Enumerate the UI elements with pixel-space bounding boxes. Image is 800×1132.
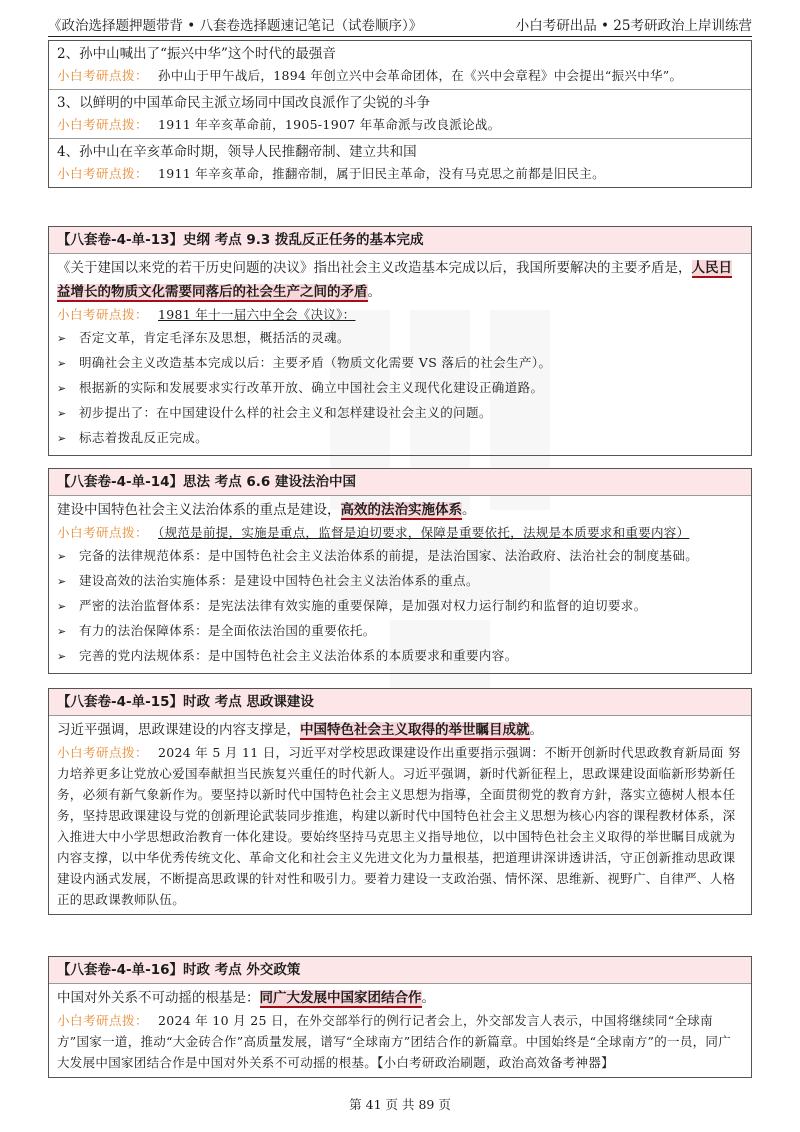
list-item: ➢ 初步提出了：在中国建设什么样的社会主义和怎样建设社会主义的问题。 — [57, 401, 743, 426]
list-item: ➢ 否定文革，肯定毛泽东及思想，概括活的灵魂。 — [57, 326, 743, 351]
tip-paragraph: 2024 年 10 月 25 日，在外交部举行的例行记者会上，外交部发言人表示，中国将继续同“全球南方”国家一道，推动“大金砖合作”高质量发展，谱写“全球南方”团结合作的新篇章。中国始终是“全球南方”的一员，同广大发展中国家团结合作是中国对外关系不可动摇的根基。【小白考研政治刷题，政治高效备考神器】 — [57, 1013, 732, 1070]
header-left-title: 《政治选择题押题带背 • 八套卷选择题速记笔记（试卷顺序）》 — [48, 18, 423, 34]
tip-paragraph: 2024 年 5 月 11 日，习近平对学校思政课建设作出重要指示强调：不断开创新时代思政教育新局面 努力培养更多让党放心爱国奉献担当民族复兴重任的时代新人。习近平强调，新时代新征程上，思政课建设面临新形势新任务，必须有新气象新作为。要坚持以新时代中国特色社会主义思想为指導，全面贯彻党的教育方針，落实立德树人根本任务，坚持思政课建设与党的创新理论武装同步推進，构建以新时代中国特色社会主义思想为核心内容的课程教材体系，深入推进大中小学思想政治教育一体化建设。要始终坚持马克思主义指导地位，以中国特色社会主义取得的举世瞩目成就为内容支撑，以中华优秀传统文化、革命文化和社会主义先进文化为力量根基，把道理讲深讲透讲活，守正创新推动思政课建设内涵式发展，不断提高思政课的针对性和吸引力。要着力建设一支政治强、情怀深、思维新、视野广、自律严、人格正的思政课教师队伍。 — [57, 745, 741, 907]
question-line: 2、孙中山喊出了“振兴中华”这个时代的最强音 — [57, 46, 336, 62]
tip-point: 1981 年十一届六中全会《决议》： — [158, 307, 356, 322]
arrow-bullet-icon: ➢ — [57, 625, 67, 638]
section-card-16 — [48, 956, 752, 1078]
arrow-bullet-icon: ➢ — [57, 357, 67, 370]
tip-text: 1911 年辛亥革命，推翻帝制，属于旧民主革命，没有马克思之前都是旧民主。 — [158, 166, 605, 181]
section-title: 【八套卷-4-单-16】时政 考点 外交政策 — [49, 957, 751, 984]
arrow-bullet-icon: ➢ — [57, 650, 67, 663]
tip-label: 小白考研点拨： — [57, 68, 149, 83]
list-item: ➢ 严密的法治监督体系：是宪法法律有效实施的重要保障，是加强对权力运行制约和监督的迫切要求。 — [57, 594, 743, 619]
tip-point: （规范是前提，实施是重点，监督是迫切要求，保障是重要依托，法规是本质要求和重要内容） — [158, 525, 690, 540]
list-item: ➢ 标志着拨乱反正完成。 — [57, 426, 743, 451]
arrow-bullet-icon: ➢ — [57, 550, 67, 563]
tip-text: 1911 年辛亥革命前，1905-1907 年革命派与改良派论战。 — [158, 117, 501, 132]
arrow-bullet-icon: ➢ — [57, 575, 67, 588]
list-item — [49, 139, 751, 187]
list-item: ➢ 有力的法治保障体系：是全面依法治国的重要依托。 — [57, 619, 743, 644]
list-item — [49, 41, 751, 90]
tip-label: 小白考研点拨： — [57, 745, 149, 760]
tip-label: 小白考研点拨： — [57, 525, 149, 540]
arrow-bullet-icon: ➢ — [57, 432, 67, 445]
tip-label: 小白考研点拨： — [57, 117, 149, 132]
list-item: ➢ 完备的法律规范体系：是中国特色社会主义法治体系的前提，是法治国家、法治政府、法治社会的制度基础。 — [57, 544, 743, 569]
question-line: 3、以鲜明的中国革命民主派立场同中国改良派作了尖锐的斗争 — [57, 95, 431, 111]
list-item: ➢ 明确社会主义改造基本完成以后：主要矛盾（物质文化需要 VS 落后的社会生产）。 — [57, 351, 743, 376]
page-number: 第 41 页 共 89 页 — [349, 1097, 451, 1112]
section-title: 【八套卷-4-单-15】时政 考点 思政课建设 — [49, 689, 751, 716]
arrow-bullet-icon: ➢ — [57, 600, 67, 613]
page-header — [48, 8, 752, 37]
list-item: ➢ 建设高效的法治实施体系：是建设中国特色社会主义法治体系的重点。 — [57, 569, 743, 594]
list-item: ➢ 根据新的实际和发展要求实行改革开放、确立中国社会主义现代化建设正确道路。 — [57, 376, 743, 401]
list-item: ➢ 完善的党内法规体系：是中国特色社会主义法治体系的本质要求和重要内容。 — [57, 644, 743, 669]
bullet-list — [57, 326, 743, 451]
section-card-14 — [48, 468, 752, 674]
list-item — [49, 90, 751, 139]
tip-text: 孙中山于甲午战后，1894 年创立兴中会革命团体，在《兴中会章程》中会提出“振兴中华”。 — [158, 68, 683, 83]
tip-label: 小白考研点拨： — [57, 1013, 149, 1028]
section-card-13 — [48, 226, 752, 456]
header-right-brand: 小白考研出品 • 25考研政治上岸训练营 — [515, 18, 752, 34]
arrow-bullet-icon: ➢ — [57, 382, 67, 395]
section-title: 【八套卷-4-单-14】思法 考点 6.6 建设法治中国 — [49, 469, 751, 496]
section-card-15 — [48, 688, 752, 915]
section-stem: 建设中国特色社会主义法治体系的重点是建设，高效的法治实施体系。 — [57, 502, 476, 518]
tip-label: 小白考研点拨： — [57, 307, 149, 322]
arrow-bullet-icon: ➢ — [57, 332, 67, 345]
bullet-list — [57, 544, 743, 669]
arrow-bullet-icon: ➢ — [57, 407, 67, 420]
answer-highlight: 人民日益增长的物质文化需要同落后的社会生产之间的矛盾 — [57, 260, 732, 300]
answer-highlight: 高效的法治实施体系 — [340, 502, 462, 518]
section-stem: 习近平强调，思政课建设的内容支撑是，中国特色社会主义取得的举世瞩目成就。 — [57, 722, 543, 738]
answer-highlight: 中国特色社会主义取得的举世瞩目成就 — [300, 722, 530, 738]
prior-question-block — [48, 40, 752, 188]
section-stem: 中国对外关系不可动摇的根基是：同广大发展中国家团结合作。 — [57, 990, 435, 1006]
answer-highlight: 同广大发展中国家团结合作 — [259, 990, 422, 1006]
question-line: 4、孙中山在辛亥革命时期，领导人民推翻帝制、建立共和国 — [57, 144, 417, 160]
tip-label: 小白考研点拨： — [57, 166, 149, 181]
section-title: 【八套卷-4-单-13】史纲 考点 9.3 拨乱反正任务的基本完成 — [49, 227, 751, 254]
section-stem: 《关于建国以来党的若干历史问题的决议》指出社会主义改造基本完成以后，我国所要解决的主要矛盾是，人民日益增长的物质文化需要同落后的社会生产之间的矛盾。 — [57, 260, 732, 300]
